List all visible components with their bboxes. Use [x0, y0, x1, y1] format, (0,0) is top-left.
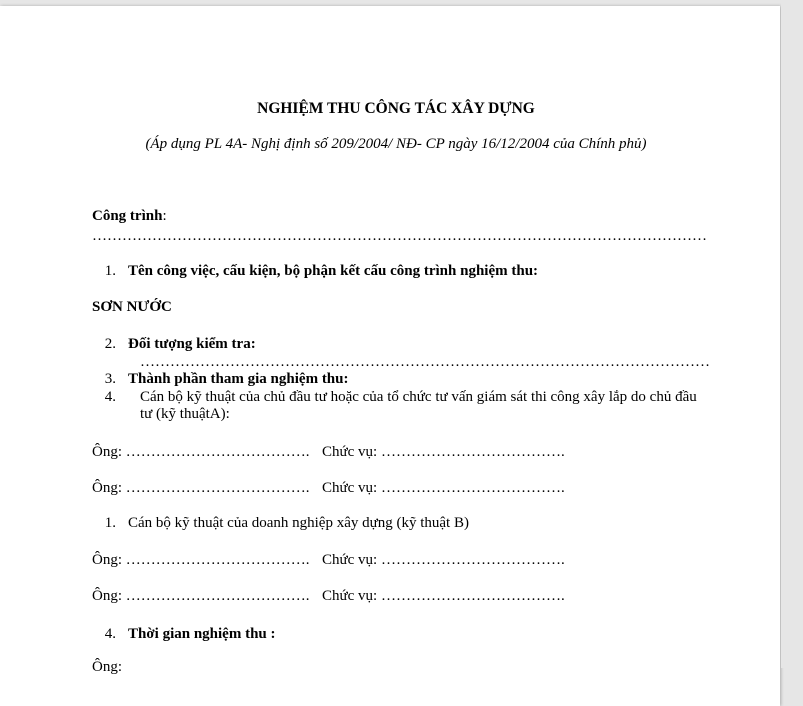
position-dots: ………………………………. — [380, 444, 565, 460]
signature-row-a1 — [92, 444, 310, 461]
item-4-number: 4. — [104, 389, 116, 405]
person-label: Ông: — [92, 444, 126, 460]
position-dots: ………………………………. — [380, 552, 565, 568]
item-b — [92, 515, 469, 532]
person-label: Ông: — [92, 588, 126, 604]
item-3-number: 3. — [104, 371, 116, 387]
window-right-gutter — [781, 0, 803, 668]
person-label: Ông: — [92, 552, 126, 568]
position-row-a2 — [322, 480, 565, 497]
position-dots: ………………………………. — [380, 480, 565, 496]
document-page — [0, 6, 780, 706]
person-dots: ………………………………. — [125, 480, 310, 496]
item-2-number: 2. — [104, 336, 116, 352]
project-line — [92, 208, 167, 225]
signature-row-b1 — [92, 552, 310, 569]
item-1-value: SƠN NƯỚC — [92, 299, 172, 315]
item-1-label: Tên công việc, cấu kiện, bộ phận kết cấu công trình nghiệm thu: — [128, 263, 539, 279]
project-colon: : — [162, 208, 167, 224]
project-label: Công trình — [92, 208, 163, 224]
signature-row-b2 — [92, 588, 310, 605]
person-dots: ………………………………. — [125, 444, 310, 460]
item-2-label: Đối tượng kiểm tra: — [128, 336, 256, 352]
item-3-label: Thành phần tham gia nghiệm thu: — [128, 371, 349, 387]
project-dots: …………………………………………………………………………………………………………… — [92, 228, 707, 244]
item-4-number-wrap — [92, 389, 128, 406]
item-1-number: 1. — [104, 263, 116, 279]
item-4-text: Cán bộ kỹ thuật của chủ đầu tư hoặc của tổ chức tư vấn giám sát thi công xây lắp do chủ đầu tư (kỹ thuậtA): — [140, 389, 697, 422]
position-row-b1 — [322, 552, 565, 569]
item-5-label: Thời gian nghiệm thu : — [128, 626, 276, 642]
item-b-text: Cán bộ kỹ thuật của doanh nghiệp xây dựng (kỹ thuật B) — [128, 515, 469, 531]
position-dots: ………………………………. — [380, 588, 565, 604]
item-2-dots: …………………………………………………………………………………………………… — [140, 354, 710, 370]
person-dots: ………………………………. — [125, 552, 310, 568]
item-2 — [92, 336, 256, 353]
document-title: NGHIỆM THU CÔNG TÁC XÂY DỰNG — [257, 100, 535, 117]
signature-row-a2 — [92, 480, 310, 497]
person-label: Ông: — [92, 480, 126, 496]
position-label: Chức vụ: — [322, 588, 381, 604]
position-label: Chức vụ: — [322, 552, 381, 568]
position-label: Chức vụ: — [322, 480, 381, 496]
bottom-partial-line: Ông: — [92, 659, 122, 675]
item-1 — [92, 263, 538, 280]
item-b-number: 1. — [104, 515, 116, 531]
person-dots: ………………………………. — [125, 588, 310, 604]
item-5 — [92, 626, 276, 643]
item-3 — [92, 371, 349, 388]
position-row-a1 — [322, 444, 565, 461]
document-subtitle: (Áp dụng PL 4A- Nghị định số 209/2004/ NĐ- CP ngày 16/12/2004 của Chính phủ) — [145, 136, 647, 152]
position-row-b2 — [322, 588, 565, 605]
position-label: Chức vụ: — [322, 444, 381, 460]
item-5-number: 4. — [104, 626, 116, 642]
